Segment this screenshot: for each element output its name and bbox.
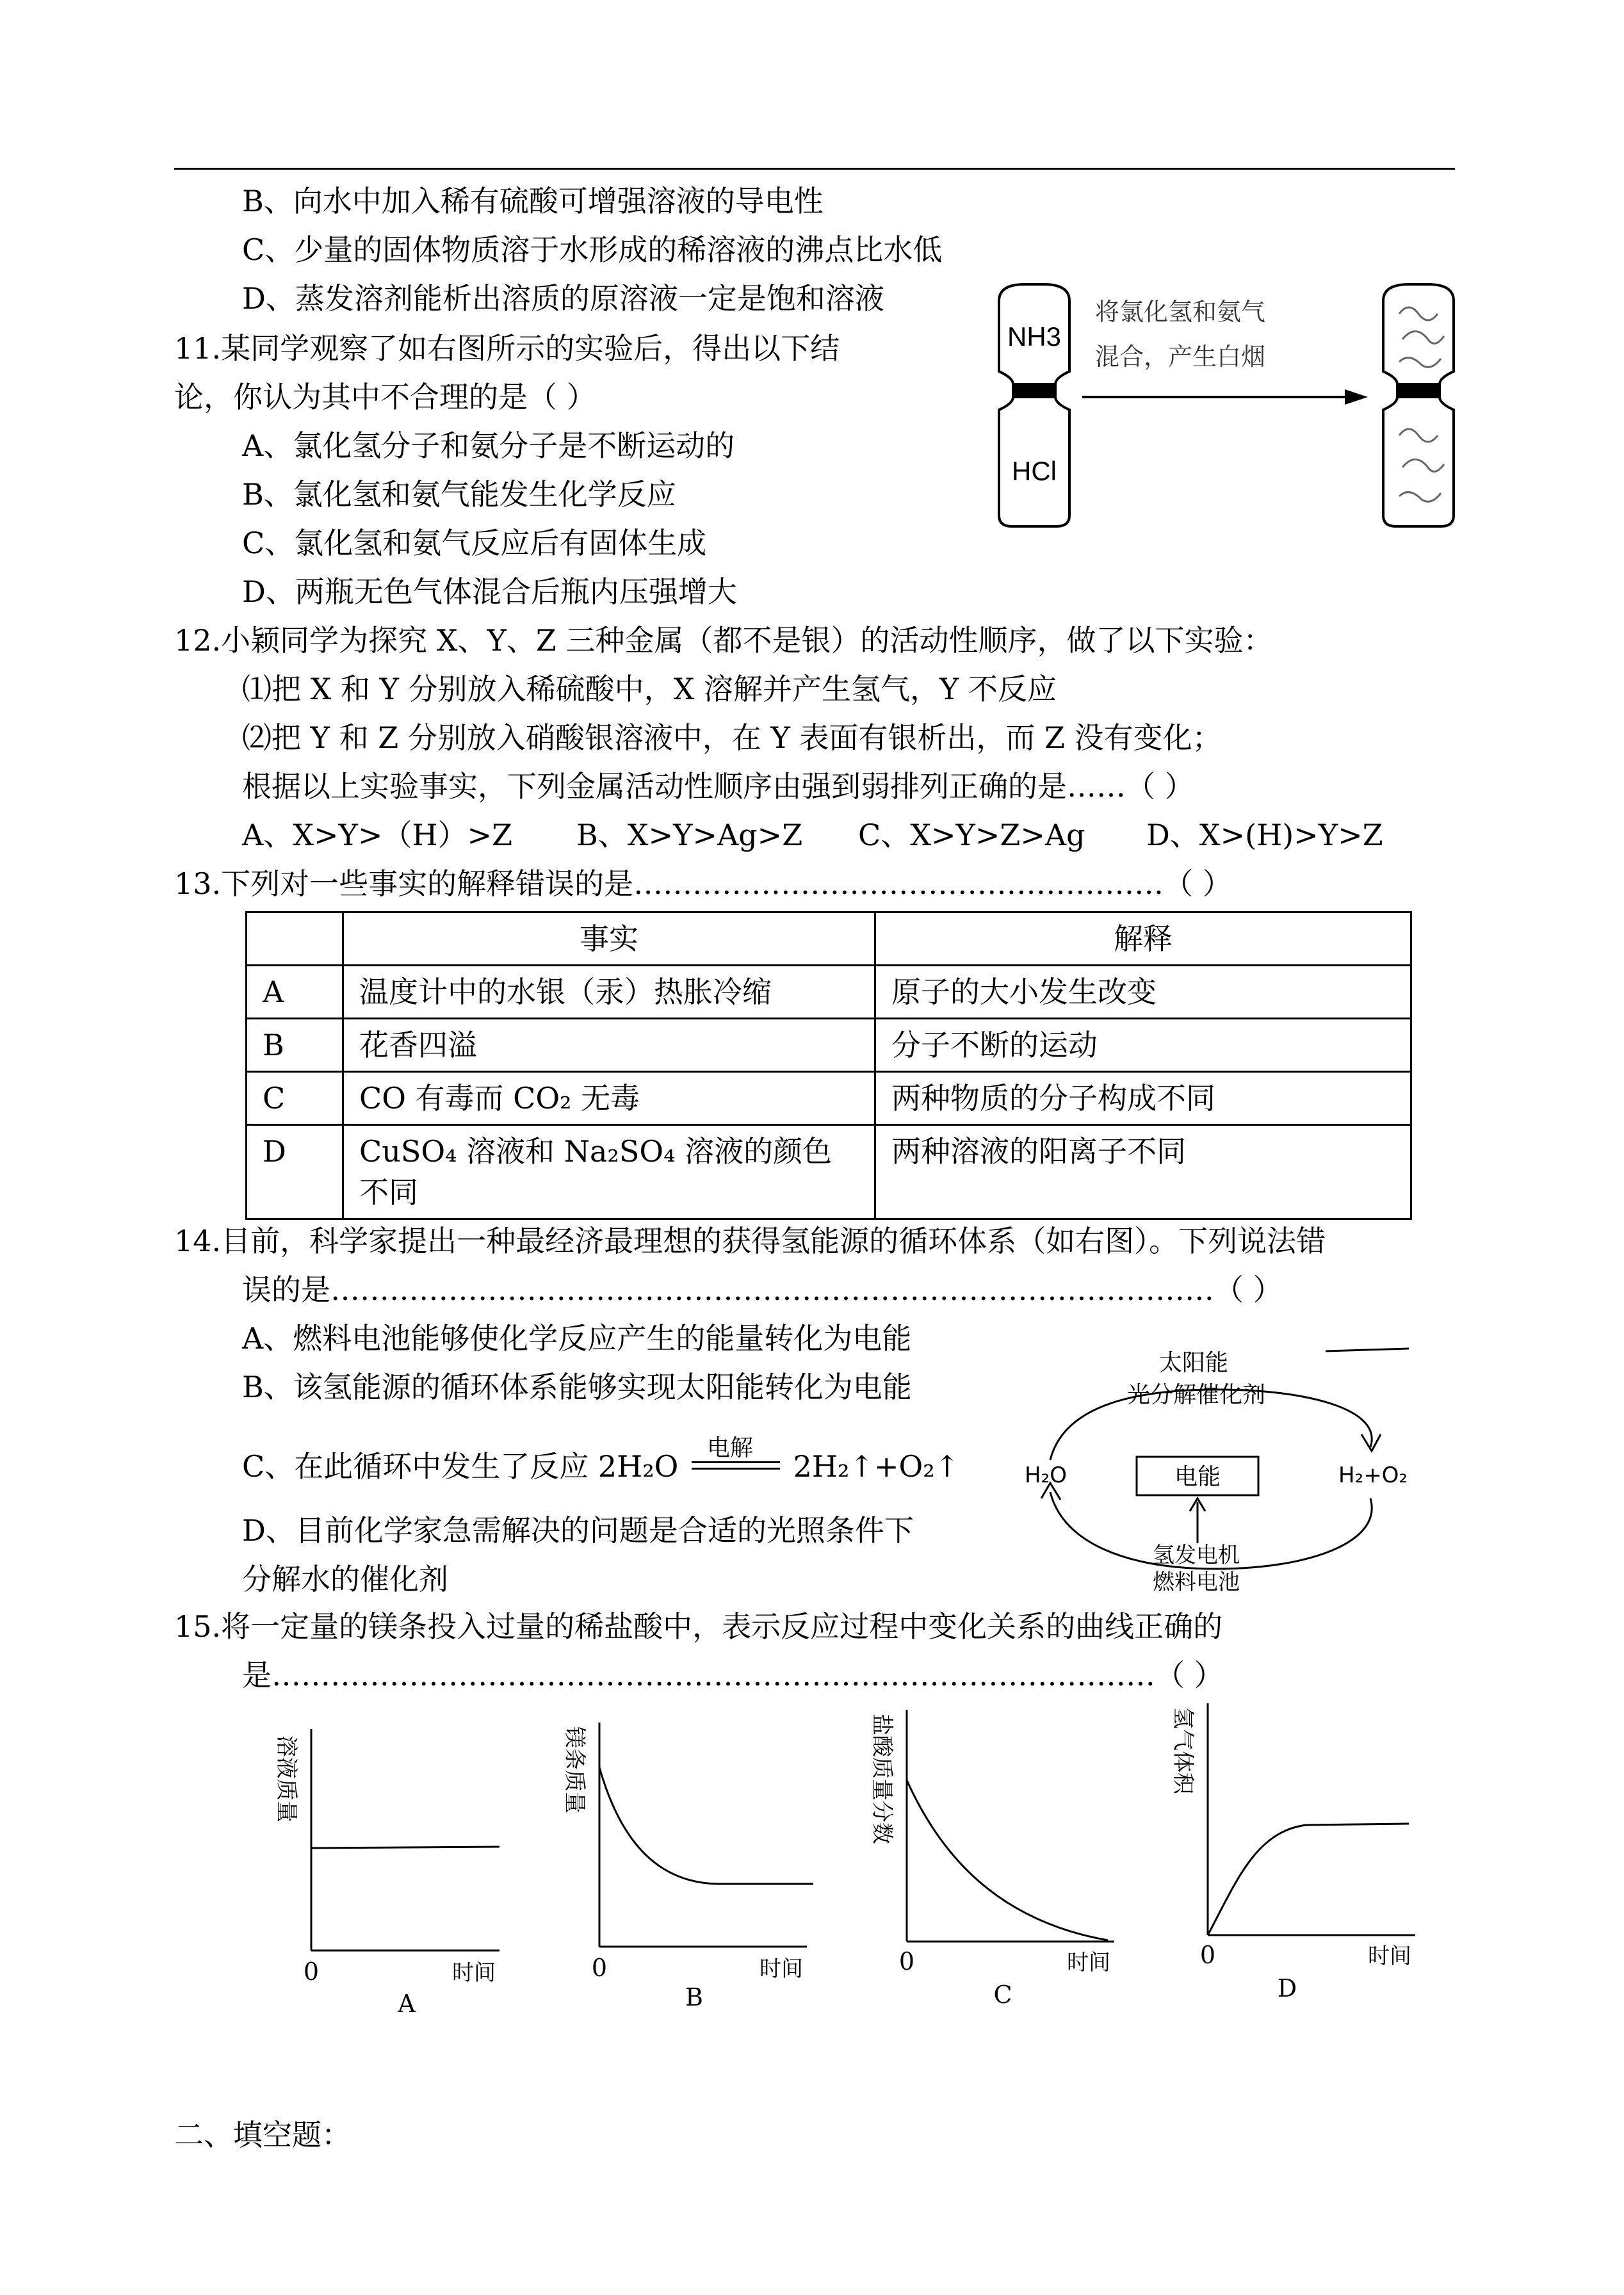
- graph-b-origin: 0: [591, 1954, 608, 1982]
- q13-table: [245, 911, 1412, 1220]
- q15-stem-1: 15.将一定量的镁条投入过量的稀盐酸中，表示反应过程中变化关系的曲线正确的: [174, 1609, 1223, 1644]
- cycle-right: H₂+O₂: [1338, 1463, 1408, 1488]
- q11-option-a: A、氯化氢分子和氨分子是不断运动的: [242, 428, 735, 463]
- graph-d-curve: [1208, 1824, 1409, 1935]
- cycle-top-2: 光分解催化剂: [1127, 1382, 1266, 1408]
- table-row: [247, 1019, 1411, 1072]
- graph-b-xlabel: 时间: [759, 1956, 803, 1982]
- table-header-explain: 解释: [875, 912, 1411, 966]
- cycle-bottom-2: 燃料电池: [1153, 1569, 1240, 1594]
- table-cell-line: CuSO₄ 溶液和 Na₂SO₄ 溶液的颜色: [359, 1134, 832, 1169]
- table-cell: 花香四溢: [343, 1019, 875, 1072]
- section-2-title: 二、填空题：: [174, 2118, 351, 2152]
- q11-stem-1: 11.某同学观察了如右图所示的实验后，得出以下结: [174, 331, 840, 366]
- q11-option-c: C、氯化氢和氨气反应后有固体生成: [242, 526, 707, 560]
- electrolysis-label: 电解: [706, 1435, 753, 1461]
- cycle-center: 电能: [1174, 1464, 1221, 1490]
- q12-option-c: C、X>Y>Z>Ag: [858, 818, 1085, 852]
- graph-d: [1159, 1691, 1428, 2004]
- table-cell: [343, 1125, 875, 1219]
- q14-option-b: B、该氢能源的循环体系能够实现太阳能转化为电能: [242, 1370, 912, 1404]
- graph-b: [551, 1710, 820, 2011]
- cycle-left: H₂O: [1025, 1463, 1067, 1488]
- graph-d-ylabel: 氢气体积: [1170, 1707, 1196, 1794]
- graph-a-origin: 0: [303, 1958, 320, 1986]
- table-row: [247, 966, 1411, 1019]
- q11-bottles-figure: [986, 275, 1473, 531]
- graph-a: [256, 1716, 512, 2017]
- table-cell: C: [247, 1072, 343, 1125]
- graph-a-curve: [311, 1847, 499, 1848]
- graph-c-xlabel: 时间: [1067, 1950, 1110, 1975]
- q11-stem-2: 论，你认为其中不合理的是（ ）: [174, 380, 596, 414]
- graph-d-origin: 0: [1199, 1941, 1216, 1969]
- table-header-fact: 事实: [343, 912, 875, 966]
- header-rule: [174, 168, 1455, 170]
- table-row: [247, 1125, 1411, 1219]
- arrow-text-2: 混合，产生白烟: [1095, 343, 1266, 371]
- q12-option-a: A、X>Y>（H）>Z: [242, 818, 513, 852]
- table-row: [247, 912, 1411, 966]
- graph-c: [858, 1697, 1127, 2011]
- q12-option-b: B、X>Y>Ag>Z: [576, 818, 803, 852]
- graph-d-label: D: [1277, 1974, 1297, 2002]
- q10-option-d: D、蒸发溶剂能析出溶质的原溶液一定是饱和溶液: [242, 281, 884, 316]
- q14-option-a: A、燃料电池能够使化学反应产生的能量转化为电能: [242, 1321, 912, 1356]
- graph-b-curve: [599, 1767, 813, 1884]
- q14-option-d-1: D、目前化学家急需解决的问题是合适的光照条件下: [242, 1513, 914, 1548]
- q14-option-c: [242, 1435, 960, 1484]
- hcl-label: HCl: [1012, 456, 1057, 486]
- table-cell: [247, 912, 343, 966]
- graph-a-xlabel: 时间: [452, 1960, 496, 1986]
- nh3-label: NH3: [1007, 321, 1062, 352]
- electrolysis-sign: [688, 1435, 784, 1482]
- q11-option-b: B、氯化氢和氨气能发生化学反应: [242, 477, 676, 512]
- table-cell: D: [247, 1125, 343, 1219]
- table-cell: 两种溶液的阳离子不同: [875, 1125, 1411, 1219]
- graph-c-curve: [907, 1780, 1108, 1940]
- graph-a-label: A: [398, 1990, 416, 2017]
- arrow-text-1: 将氯化氢和氨气: [1095, 298, 1266, 326]
- q10-option-c: C、少量的固体物质溶于水形成的稀溶液的沸点比水低: [242, 232, 943, 267]
- graph-a-ylabel: 溶液质量: [273, 1735, 299, 1822]
- q14-stem-1: 14.目前，科学家提出一种最经济最理想的获得氢能源的循环体系（如右图）。下列说法错: [174, 1224, 1326, 1258]
- q14-c-suffix: 2H₂↑+O₂↑: [793, 1449, 960, 1484]
- cycle-bottom-1: 氢发电机: [1153, 1543, 1240, 1568]
- table-cell: CO 有毒而 CO₂ 无毒: [343, 1072, 875, 1125]
- graph-c-origin: 0: [898, 1947, 915, 1975]
- q14-cycle-figure: [1025, 1338, 1434, 1594]
- q12-stem: 12.小颖同学为探究 X、Y、Z 三种金属（都不是银）的活动性顺序，做了以下实验：: [174, 623, 1273, 658]
- table-cell: 分子不断的运动: [875, 1019, 1411, 1072]
- cycle-top-1: 太阳能: [1159, 1350, 1229, 1376]
- q14-option-d-2: 分解水的催化剂: [242, 1562, 448, 1596]
- q15-stem-2: 是………………………………………………………………………………（ ）: [242, 1658, 1224, 1692]
- graph-c-label: C: [993, 1981, 1012, 2009]
- arrow-head-icon: [1345, 389, 1368, 405]
- table-cell-line: 不同: [359, 1175, 418, 1210]
- table-row: [247, 1072, 1411, 1125]
- table-cell: 温度计中的水银（汞）热胀冷缩: [343, 966, 875, 1019]
- q14-stem-2: 误的是………………………………………………………………………………（ ）: [242, 1272, 1283, 1307]
- q12-exp-2: ⑵把 Y 和 Z 分别放入硝酸银溶液中，在 Y 表面有银析出，而 Z 没有变化；: [242, 720, 1222, 755]
- graph-d-xlabel: 时间: [1368, 1943, 1411, 1969]
- q14-c-prefix: C、在此循环中发生了反应 2H₂O: [242, 1449, 679, 1484]
- graph-b-ylabel: 镁条质量: [562, 1726, 587, 1813]
- q10-option-b: B、向水中加入稀有硫酸可增强溶液的导电性: [242, 184, 824, 218]
- graph-b-label: B: [685, 1983, 703, 2011]
- graph-c-ylabel: 盐酸质量分数: [869, 1714, 895, 1844]
- table-cell: A: [247, 966, 343, 1019]
- table-cell: 两种物质的分子构成不同: [875, 1072, 1411, 1125]
- table-cell: B: [247, 1019, 343, 1072]
- q12-exp-1: ⑴把 X 和 Y 分别放入稀硫酸中，X 溶解并产生氢气，Y 不反应: [242, 672, 1057, 706]
- q11-option-d: D、两瓶无色气体混合后瓶内压强增大: [242, 574, 737, 609]
- q12-stem-2: 根据以上实验事实，下列金属活动性顺序由强到弱排列正确的是……（ ）: [242, 769, 1194, 804]
- q13-stem: 13.下列对一些事实的解释错误的是………………………………………………（ ）: [174, 866, 1232, 901]
- q12-option-d: D、X>(H)>Y>Z: [1146, 818, 1383, 852]
- table-cell: 原子的大小发生改变: [875, 966, 1411, 1019]
